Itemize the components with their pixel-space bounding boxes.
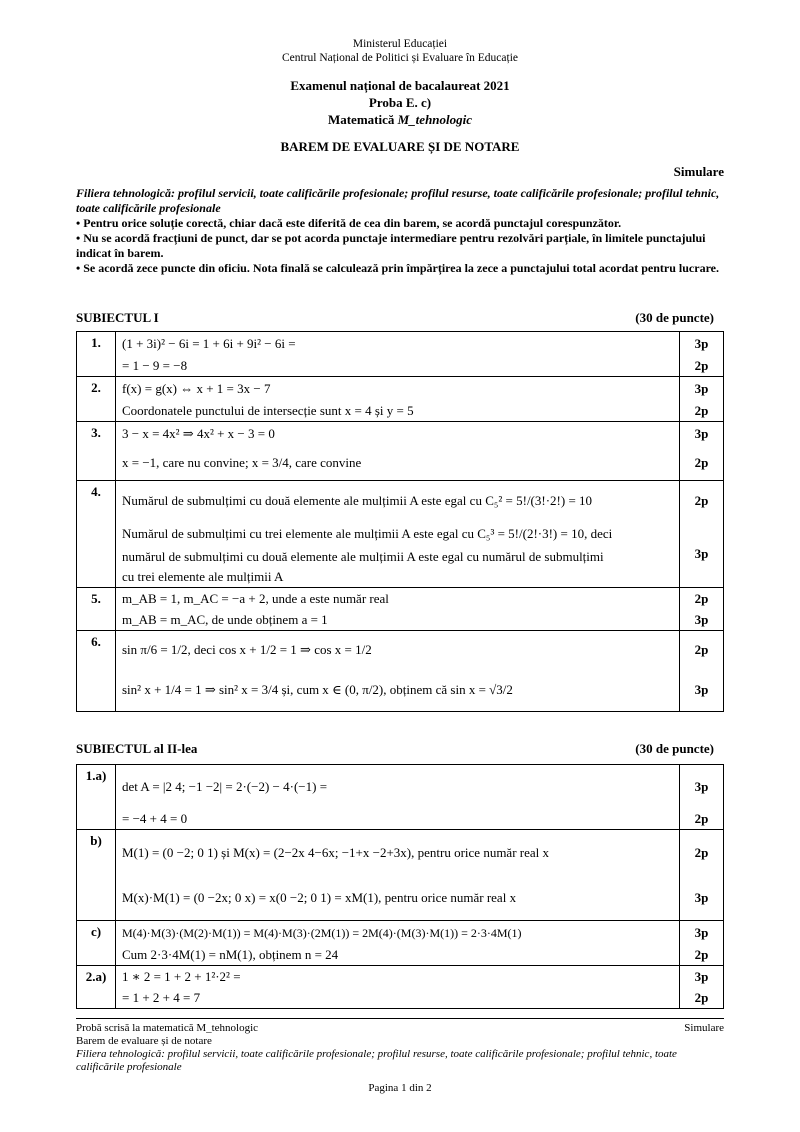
solution-line: Coordonatele punctului de intersecție sunt x = 4 și y = 5 <box>122 403 414 418</box>
score: 2p <box>694 845 709 860</box>
solution-line: f(x) = g(x) ⇔ x + 1 = 3x − 7 <box>122 381 271 396</box>
score: 3p <box>694 426 709 441</box>
footer-line-3: Filiera tehnologică: profilul servicii, toate calificările profesionale; profilul resurse, toate calificările profesionale; profilul tehnic, toate calificările profesionale <box>76 1048 677 1073</box>
solution-line: Numărul de submulțimi cu trei elemente ale mulțimii A este egal cu C₅³ = 5!/(2!·3!) = 10, deci <box>122 526 613 541</box>
table-row <box>77 588 724 631</box>
ministry-name: Ministerul Educației <box>352 38 448 50</box>
solution-line: Cum 2·3·4M(1) = nM(1), obținem n = 24 <box>122 947 339 962</box>
score: 3p <box>694 682 709 697</box>
footer <box>76 1022 724 1074</box>
table-row <box>77 830 724 921</box>
section-2-table <box>76 764 724 1009</box>
exam-title: Examenul național de bacalaureat 2021 <box>290 78 510 93</box>
rule-2: • Nu se acordă fracțiuni de punct, dar se pot acorda punctaje intermediare pentru rezolvări parțiale, în limitele punctajului indicat în barem. <box>76 231 706 260</box>
table-row <box>77 377 724 422</box>
item-number: 4. <box>77 481 116 588</box>
section-1-table <box>76 331 724 712</box>
item-number: 2. <box>77 377 116 422</box>
page-number: Pagina 1 din 2 <box>368 1082 432 1094</box>
footer-line-2: Barem de evaluare și de notare <box>76 1035 212 1047</box>
score: 3p <box>694 969 709 984</box>
score: 3p <box>694 546 709 561</box>
score: 2p <box>694 642 709 657</box>
solution-line: M(x)·M(1) = (0 −2x; 0 x) = x(0 −2; 0 1) = xM(1), pentru orice număr real x <box>122 890 517 905</box>
score: 2p <box>694 811 709 826</box>
solution-line: Numărul de submulțimi cu două elemente ale mulțimii A este egal cu C₅² = 5!/(3!·2!) = 10 <box>122 493 593 508</box>
filiera-text: Filiera tehnologică: profilul servicii, toate calificările profesionale; profilul resurse, toate calificările profesionale; profilul tehnic, toate calificările profesionale <box>76 186 720 215</box>
score: 3p <box>694 381 709 396</box>
score: 2p <box>694 493 709 508</box>
solution-line: m_AB = 1, m_AC = −a + 2, unde a este număr real <box>122 591 389 606</box>
item-number: 1. <box>77 332 116 377</box>
table-row <box>77 481 724 588</box>
table-row <box>77 921 724 966</box>
solution-line: numărul de submulțimi cu două elemente ale mulțimii A este egal cu numărul de submulțimi <box>122 549 604 564</box>
score: 2p <box>694 358 709 373</box>
barem-title: BAREM DE EVALUARE ȘI DE NOTARE <box>280 139 520 154</box>
item-number: b) <box>77 830 116 921</box>
solution-line: (1 + 3i)² − 6i = 1 + 6i + 9i² − 6i = <box>122 336 296 351</box>
solution-line: = −4 + 4 = 0 <box>122 811 188 826</box>
solution-line: = 1 + 2 + 4 = 7 <box>122 990 201 1005</box>
solution-line: 3 − x = 4x² ⇒ 4x² + x − 3 = 0 <box>122 426 275 441</box>
solution-line: M(1) = (0 −2; 0 1) și M(x) = (2−2x 4−6x; −1+x −2+3x), pentru orice număr real x <box>122 845 550 860</box>
score: 2p <box>694 403 709 418</box>
solution-line: = 1 − 9 = −8 <box>122 358 188 373</box>
item-number: 6. <box>77 631 116 712</box>
score: 3p <box>694 890 709 905</box>
score: 3p <box>694 612 709 627</box>
table-row <box>77 422 724 481</box>
solution-line: 1 ∗ 2 = 1 + 2 + 1²·2² = <box>122 969 241 984</box>
table-row <box>77 966 724 1009</box>
section-2-title: SUBIECTUL al II-lea <box>76 741 198 756</box>
score: 2p <box>694 947 709 962</box>
table-row <box>77 765 724 830</box>
rule-1: • Pentru orice soluție corectă, chiar dacă este diferită de cea din barem, se acordă punctajul corespunzător. <box>76 216 622 230</box>
solution-line: m_AB = m_AC, de unde obținem a = 1 <box>122 612 328 627</box>
footer-line-1: Probă scrisă la matematică M_tehnologic <box>76 1022 259 1034</box>
footer-simulare: Simulare <box>684 1022 724 1034</box>
subject-title: Matematică M_tehnologic <box>327 112 473 127</box>
score: 2p <box>694 591 709 606</box>
solution-line: sin π/6 = 1/2, deci cos x + 1/2 = 1 ⇒ cos x = 1/2 <box>122 642 372 657</box>
score: 2p <box>694 455 709 470</box>
solution-line: cu trei elemente ale mulțimii A <box>122 569 284 584</box>
solution-line: M(4)·M(3)·(M(2)·M(1)) = M(4)·M(3)·(2M(1)) = 2M(4)·(M(3)·M(1)) = 2·3·4M(1) <box>122 925 522 940</box>
table-row <box>77 631 724 712</box>
section-1-title: SUBIECTUL I <box>76 310 159 325</box>
solution-line: det A = |2 4; −1 −2| = 2·(−2) − 4·(−1) = <box>122 779 328 794</box>
rule-3: • Se acordă zece puncte din oficiu. Nota finală se calculează prin împărțirea la zece a punctajului total acordat pentru lucrare. <box>76 261 720 275</box>
item-number: 5. <box>77 588 116 631</box>
score: 2p <box>694 990 709 1005</box>
intro-block <box>76 186 724 276</box>
section-1-header <box>76 310 724 326</box>
table-row <box>77 332 724 377</box>
score: 3p <box>694 336 709 351</box>
score: 3p <box>694 925 709 940</box>
section-1-points: (30 de puncte) <box>635 310 714 325</box>
item-number: 1.a) <box>77 765 116 830</box>
section-2-points: (30 de puncte) <box>635 741 714 756</box>
item-number: 2.a) <box>77 966 116 1009</box>
footer-divider <box>76 1018 724 1019</box>
item-number: c) <box>77 921 116 966</box>
solution-line: sin² x + 1/4 = 1 ⇒ sin² x = 3/4 și, cum x ∈ (0, π/2), obținem că sin x = √3/2 <box>122 682 513 697</box>
item-number: 3. <box>77 422 116 481</box>
simulare-label: Simulare <box>673 164 724 179</box>
section-2-header <box>76 741 724 757</box>
score: 3p <box>694 779 709 794</box>
center-name: Centrul Național de Politici și Evaluare în Educație <box>281 52 518 64</box>
solution-line: x = −1, care nu convine; x = 3/4, care convine <box>122 455 362 470</box>
proba-title: Proba E. c) <box>368 95 432 110</box>
